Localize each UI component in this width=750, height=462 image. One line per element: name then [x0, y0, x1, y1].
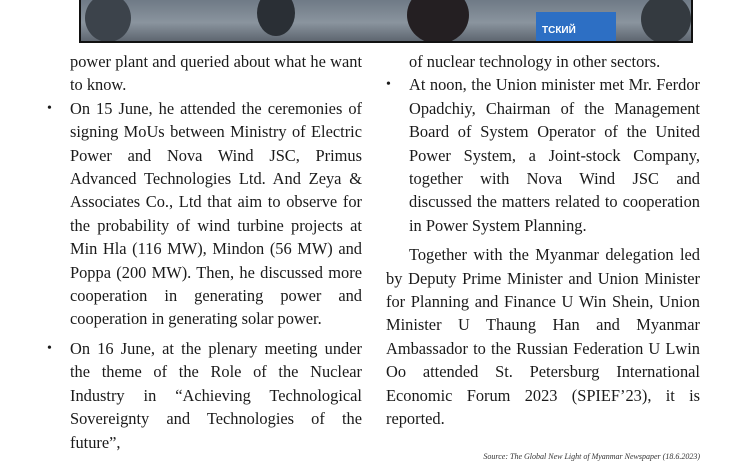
bullet-icon: •	[386, 77, 391, 93]
list-item	[386, 73, 700, 237]
list-item-text: On 15 June, he attended the ceremonies of signing MoUs between Ministry of Electric Power and Nova Wind JSC, Primus Advanced Technologies Ltd. And Zeya & Associates Co., Ltd that aim to observe for the probability of wind turbine projects at Min Hla (116 MW), Mindon (56 MW) and Poppa (200 MW). Then, he discussed more cooperation in generating power and cooperation in generating solar power.	[70, 98, 362, 329]
forum-banner: ТСКИЙ	[536, 12, 616, 42]
continued-text: power plant and queried about what he want to know.	[70, 52, 362, 95]
continued-text: of nuclear technology in other sectors.	[409, 52, 661, 71]
person-silhouette	[641, 0, 691, 43]
list-item-text: On 16 June, at the plenary meeting under the theme of the Role of the Nuclear Industry in “Achieving Technological Sovereignty and Technologies of the future”,	[70, 338, 362, 452]
bullet-icon: •	[47, 340, 52, 356]
person-silhouette	[407, 0, 469, 43]
bullet-icon: •	[47, 100, 52, 116]
person-silhouette	[257, 0, 295, 36]
left-column	[47, 50, 362, 460]
news-photo	[79, 0, 693, 43]
list-item-text: At noon, the Union minister met Mr. Ferdor Opadchiy, Chairman of the Management Board of System Operator of the United Power System, a Joint-stock Company, together with Nova Wind JSC and discussed the matters related to cooperation in Power System Planning.	[409, 75, 700, 235]
source-citation: Source: The Global New Light of Myanmar Newspaper (18.6.2023)	[483, 452, 700, 461]
body-paragraph: Together with the Myanmar delegation led by Deputy Prime Minister and Union Minister for Planning and Finance U Win Shein, Union Minister U Thaung Han and Myanmar Ambassador to the Russian Federation U Lwin Oo attended St. Petersburg International Economic Forum 2023 (SPIEF’23), it is reported.	[386, 245, 700, 429]
right-column	[386, 50, 700, 431]
person-silhouette	[85, 0, 131, 42]
list-item	[47, 337, 362, 454]
list-item	[47, 97, 362, 331]
